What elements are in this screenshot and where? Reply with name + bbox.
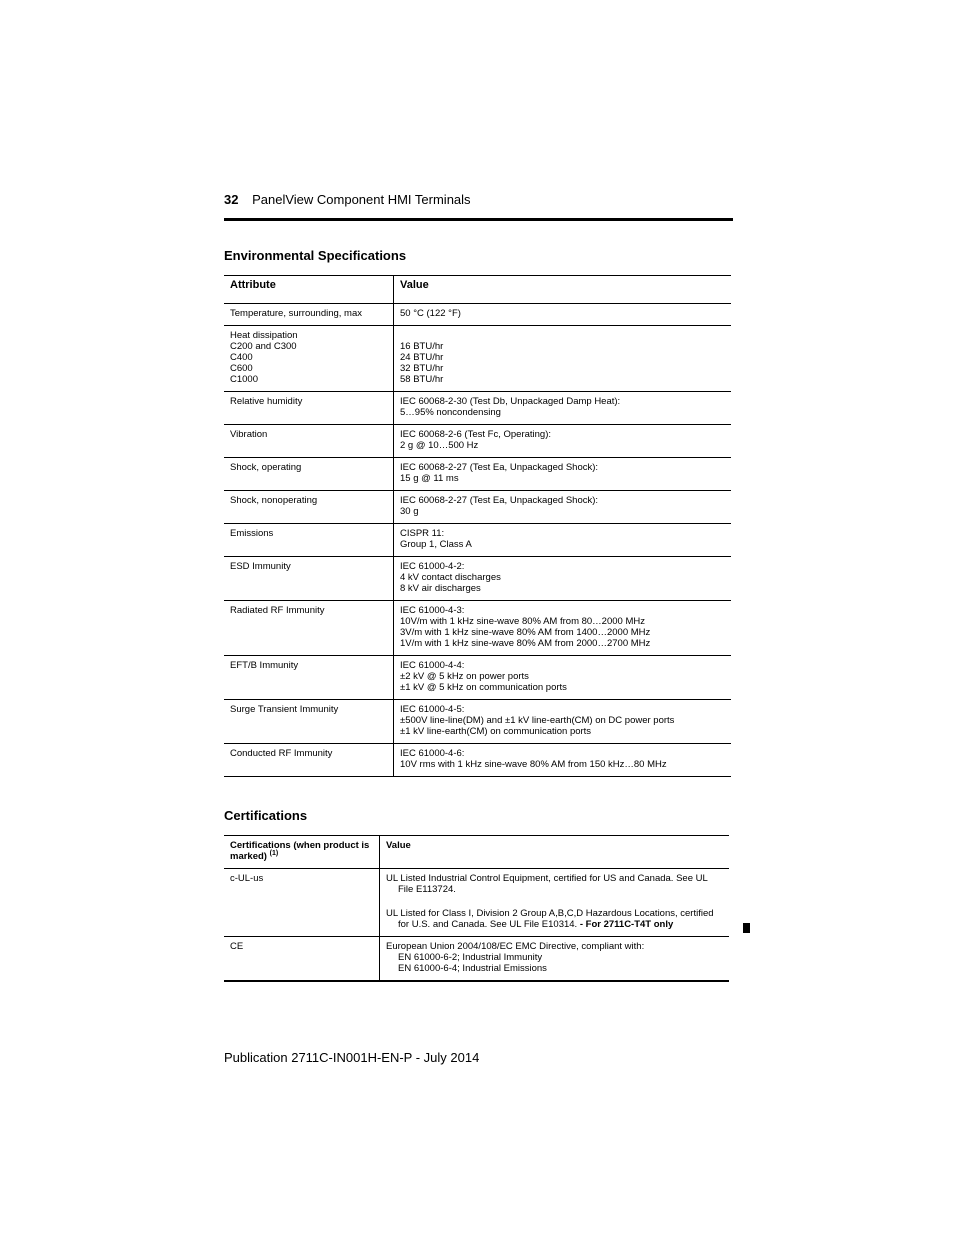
value-line: ±500V line-line(DM) and ±1 kV line-earth(CM) on DC power ports	[400, 715, 675, 726]
value-cell	[394, 491, 732, 524]
column-header-value: Value	[380, 836, 730, 869]
value-line: 24 BTU/hr	[400, 352, 444, 363]
cert-line: EN 61000-6-2; Industrial Immunity	[398, 952, 543, 963]
value-line: ±1 kV line-earth(CM) on communication ports	[400, 726, 592, 737]
attribute-cell	[224, 491, 394, 524]
cert-value-ce	[380, 937, 730, 982]
attribute-line: Emissions	[230, 528, 274, 539]
attribute-line: Heat dissipation	[230, 330, 298, 341]
attribute-line: Conducted RF Immunity	[230, 748, 333, 759]
attribute-cell	[224, 392, 394, 425]
attribute-cell	[224, 700, 394, 744]
env-table-body	[224, 304, 731, 777]
attribute-line: Vibration	[230, 429, 268, 440]
value-cell	[394, 425, 732, 458]
value-cell	[394, 557, 732, 601]
column-header-value: Value	[394, 276, 732, 304]
value-line: IEC 60068-2-6 (Test Fc, Operating):	[400, 429, 552, 440]
value-line: 4 kV contact discharges	[400, 572, 501, 583]
cert-paragraph: UL Listed Industrial Control Equipment, certified for US and Canada. See UL File E113724.	[386, 873, 708, 895]
attribute-cell	[224, 601, 394, 656]
value-line: IEC 60068-2-27 (Test Ea, Unpackaged Shock):	[400, 462, 599, 473]
table-row	[224, 392, 731, 425]
value-line	[400, 330, 725, 341]
value-line: 50 °C (122 °F)	[400, 308, 461, 319]
value-line: IEC 61000-4-3:	[400, 605, 465, 616]
value-line: IEC 61000-4-4:	[400, 660, 465, 671]
value-line: Group 1, Class A	[400, 539, 472, 550]
attribute-line: EFT/B Immunity	[230, 660, 299, 671]
cert-paragraph-note: - For 2711C-T4T only	[577, 919, 674, 930]
attribute-cell	[224, 425, 394, 458]
page-header	[224, 192, 471, 207]
attribute-cell	[224, 656, 394, 700]
value-line: 10V rms with 1 kHz sine-wave 80% AM from 150 kHz…80 MHz	[400, 759, 667, 770]
value-line: ±2 kV @ 5 kHz on power ports	[400, 671, 529, 682]
table-row	[224, 326, 731, 392]
value-line: 8 kV air discharges	[400, 583, 481, 594]
table-row	[224, 458, 731, 491]
column-header-certifications	[224, 836, 380, 869]
cert-name-ce: CE	[224, 937, 380, 982]
column-header-certifications-label: Certifications (when product is marked)	[230, 840, 370, 862]
document-title: PanelView Component HMI Terminals	[252, 192, 471, 207]
value-cell	[394, 458, 732, 491]
value-cell	[394, 601, 732, 656]
value-line: 10V/m with 1 kHz sine-wave 80% AM from 80…2000 MHz	[400, 616, 645, 627]
table-row	[224, 937, 729, 982]
value-line: IEC 61000-4-2:	[400, 561, 465, 572]
cert-value-culus	[380, 869, 730, 937]
attribute-line: C200 and C300	[230, 341, 297, 352]
value-cell	[394, 392, 732, 425]
cert-section-title: Certifications	[224, 808, 308, 823]
table-header-row	[224, 276, 731, 304]
value-line: 32 BTU/hr	[400, 363, 444, 374]
value-cell	[394, 326, 732, 392]
table-row	[224, 491, 731, 524]
header-rule	[224, 218, 733, 221]
attribute-line: ESD Immunity	[230, 561, 291, 572]
env-section-title: Environmental Specifications	[224, 248, 407, 263]
table-header-row	[224, 836, 729, 869]
table-row	[224, 656, 731, 700]
value-line: 30 g	[400, 506, 419, 517]
change-bar	[743, 923, 750, 933]
column-header-attribute: Attribute	[224, 276, 394, 304]
attribute-line: Surge Transient Immunity	[230, 704, 339, 715]
table-row	[224, 700, 731, 744]
value-line: 16 BTU/hr	[400, 341, 444, 352]
value-line: 58 BTU/hr	[400, 374, 444, 385]
value-line: 15 g @ 11 ms	[400, 473, 459, 484]
value-cell	[394, 304, 732, 326]
value-cell	[394, 744, 732, 777]
cert-paragraph-text: UL Listed for Class I, Division 2 Group A,B,C,D Hazardous Locations, certified for U.S. and Canada. See UL File E10314.	[386, 908, 714, 930]
table-row	[224, 744, 731, 777]
attribute-cell	[224, 326, 394, 392]
value-line: ±1 kV @ 5 kHz on communication ports	[400, 682, 567, 693]
value-line: 5…95% noncondensing	[400, 407, 501, 418]
attribute-line: C1000	[230, 374, 258, 385]
cert-name-culus: c-UL-us	[224, 869, 380, 937]
value-line: 1V/m with 1 kHz sine-wave 80% AM from 2000…2700 MHz	[400, 638, 651, 649]
attribute-cell	[224, 524, 394, 557]
attribute-line: Relative humidity	[230, 396, 303, 407]
attribute-line: Temperature, surrounding, max	[230, 308, 363, 319]
attribute-cell	[224, 744, 394, 777]
value-cell	[394, 656, 732, 700]
attribute-line: Shock, nonoperating	[230, 495, 318, 506]
cert-line: European Union 2004/108/EC EMC Directive, compliant with:	[386, 941, 645, 952]
page-number: 32	[224, 192, 239, 207]
value-line: IEC 60068-2-30 (Test Db, Unpackaged Damp Heat):	[400, 396, 621, 407]
value-line: 3V/m with 1 kHz sine-wave 80% AM from 1400…2000 MHz	[400, 627, 651, 638]
table-row	[224, 557, 731, 601]
value-line: CISPR 11:	[400, 528, 445, 539]
cert-paragraph	[386, 908, 723, 930]
table-row	[224, 869, 729, 937]
cert-line: EN 61000-6-4; Industrial Emissions	[398, 963, 547, 974]
table-row	[224, 524, 731, 557]
attribute-line: Shock, operating	[230, 462, 302, 473]
value-cell	[394, 524, 732, 557]
attribute-line: Radiated RF Immunity	[230, 605, 325, 616]
publication-footer: Publication 2711C-IN001H-EN-P - July 2014	[224, 1050, 480, 1065]
attribute-cell	[224, 557, 394, 601]
attribute-cell	[224, 458, 394, 491]
value-line: IEC 60068-2-27 (Test Ea, Unpackaged Shock):	[400, 495, 599, 506]
environmental-specifications-table	[224, 275, 731, 777]
certifications-table	[224, 835, 729, 982]
footnote-marker: (1)	[269, 849, 279, 857]
attribute-line: C400	[230, 352, 253, 363]
table-row	[224, 601, 731, 656]
value-line: IEC 61000-4-6:	[400, 748, 465, 759]
table-row	[224, 304, 731, 326]
value-line: IEC 61000-4-5:	[400, 704, 465, 715]
attribute-cell	[224, 304, 394, 326]
value-line: 2 g @ 10…500 Hz	[400, 440, 479, 451]
attribute-line: C600	[230, 363, 253, 374]
table-row	[224, 425, 731, 458]
value-cell	[394, 700, 732, 744]
